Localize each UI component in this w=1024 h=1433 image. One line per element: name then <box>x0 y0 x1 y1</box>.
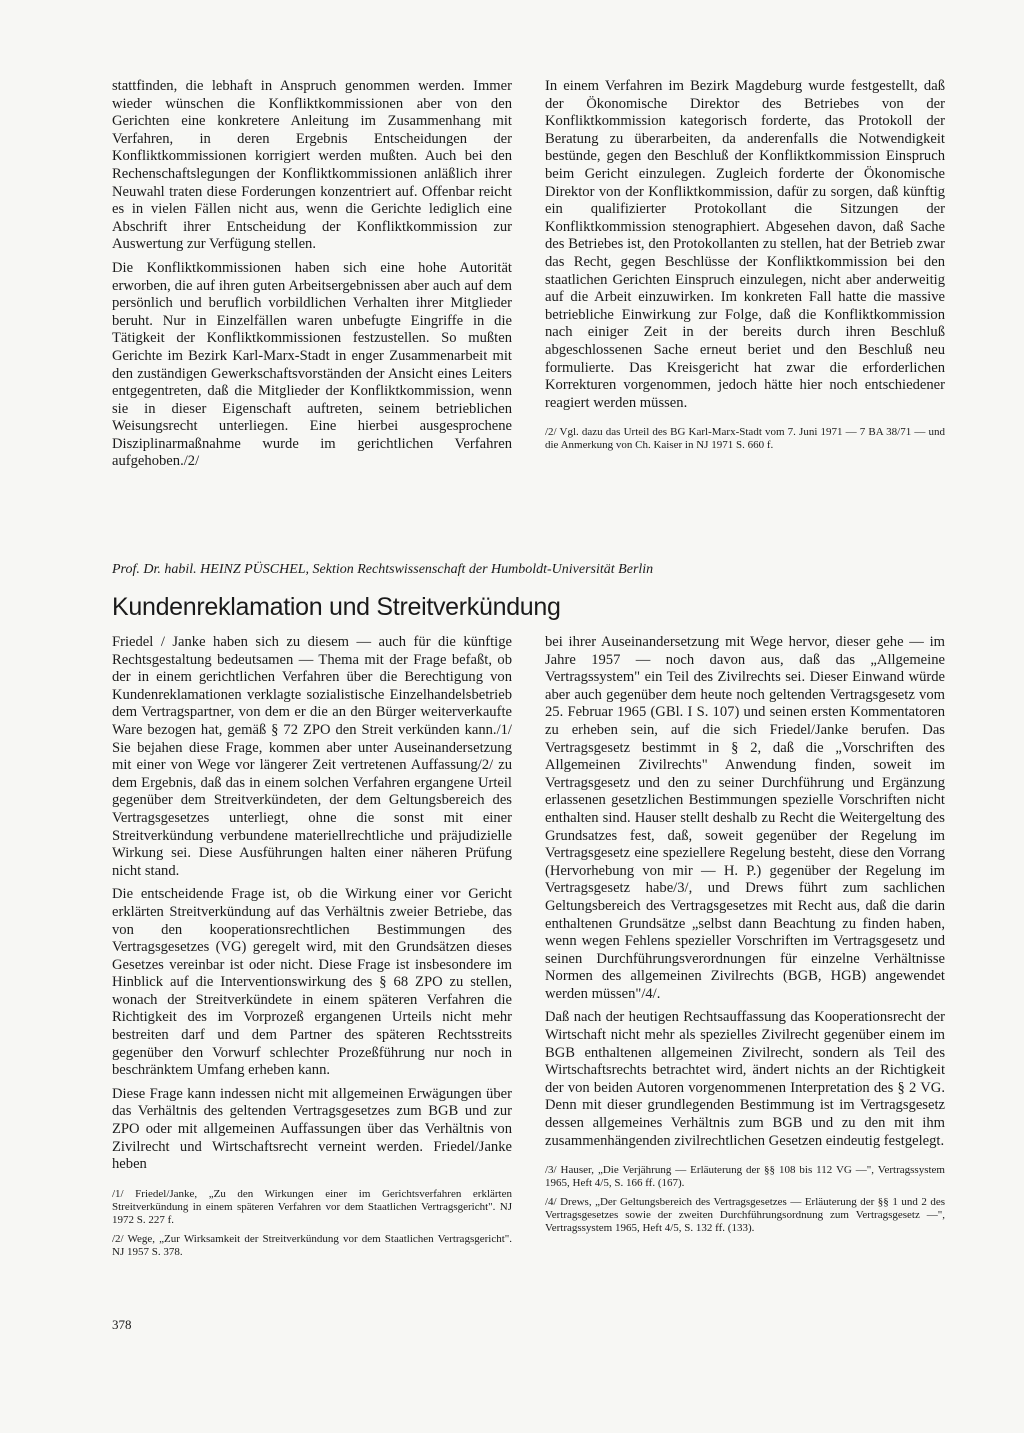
paragraph: Die entscheidende Frage ist, ob die Wirkung einer vor Gericht erklärten Streitverkündung auf das Verhältnis zweier Betriebe, das von den kooperationsrechtlichen Bestimmungen des Vertragsgesetzes (VG) geregelt wird, mit den Grundsätzen dieses Gesetzes vereinbar ist oder nicht. Diese Frage ist insbesondere im Hinblick auf die Interventionswirkung des § 68 ZPO zu stellen, wonach der Streitverkündete in einem späteren Verfahren die Richtigkeit des im Vorprozeß ergangenen Urteils nicht mehr bestreiten darf und dem Partner des späteren Rechtsstreits gegenüber den Vorwurf schlechter Prozeßführung nur noch in beschränktem Umfang erheben kann. <box>112 886 512 1079</box>
bottom-right-column <box>545 634 945 1241</box>
footnote: /2/ Wege, „Zur Wirksamkeit der Streitverkündung vor dem Staatlichen Vertragsgericht". NJ 1957 S. 378. <box>112 1232 512 1258</box>
author-line: Prof. Dr. habil. HEINZ PÜSCHEL, Sektion Rechtswissenschaft der Humboldt-Universität Berlin <box>112 562 654 577</box>
footnotes <box>545 1164 945 1235</box>
footnote: /1/ Friedel/Janke, „Zu den Wirkungen einer im Gerichtsverfahren erklärten Streitverkündung in einem späteren Verfahren vor dem Staatlichen Vertragsgericht". NJ 1972 S. 227 f. <box>112 1187 512 1226</box>
footnote: /3/ Hauser, „Die Verjährung — Erläuterung der §§ 108 bis 112 VG —", Vertragssystem 1965, Heft 4/5, S. 166 ff. (167). <box>545 1164 945 1190</box>
footnote: /4/ Drews, „Der Geltungsbereich des Vertragsgesetzes — Erläuterung der §§ 1 und 2 des Vertragsgesetzes sowie der zweiten Durchführungsordnung zum Vertragsgesetz —", Vertragssystem 1965, Heft 4/5, S. 132 ff. (133). <box>545 1196 945 1235</box>
article-title: Kundenreklamation und Streitverkündung <box>112 593 561 621</box>
page-number: 378 <box>112 1317 132 1332</box>
footnotes <box>112 1188 512 1259</box>
paragraph: Diese Frage kann indessen nicht mit allgemeinen Erwägungen über das Verhältnis des geltenden Vertragsgesetzes zum BGB und zur ZPO oder mit allgemeinen Auffassungen über das Verhältnis von Zivilrecht und Wirtschaftsrecht verneint werden. Friedel/Janke heben <box>112 1085 512 1173</box>
bottom-left-column <box>112 634 512 1265</box>
paragraph: Daß nach der heutigen Rechtsauffassung das Kooperationsrecht der Wirtschaft nicht mehr als spezielles Zivilrecht gegenüber einem im BGB enthaltenen allgemeinen Zivilrecht, sondern als Teil des Wirtschaftsrechts betrachtet wird, ändert nichts an der Richtigkeit der von beiden Autoren vorgenommenen Interpretation des § 2 VG. Denn mit dieser grundlegenden Bestimmung ist im Vertragsgesetz dessen allgemeines Verhältnis zum BGB und zu den mit ihm zusammenhängenden zivilrechtlichen Gesetzen eindeutig festgelegt. <box>545 1009 945 1149</box>
paragraph: In einem Verfahren im Bezirk Magdeburg wurde festgestellt, daß der Ökonomische Direktor des Betriebes von der Konfliktkommission kategorisch forderte, das Protokoll der Beratung zu überarbeiten, da anderenfalls die Notwendigkeit bestünde, gegen den Beschluß der Konfliktkommission Einspruch beim Gericht einzulegen. Zugleich forderte der Ökonomische Direktor von der Konfliktkommission, dafür zu sorgen, daß künftig ein qualifizierter Protokollant die Sitzungen der Konfliktkommission stenographiert. Abgesehen davon, daß Sache des Betriebes ist, den Protokollanten zu stellen, hat der Betrieb zwar das Recht, gegen Beschlüsse der Konfliktkommission bei den staatlichen Gerichten Einspruch einzulegen, nicht aber anderweitig auf die Arbeit einzuwirken. Im konkreten Fall hatte die massive betriebliche Einwirkung zur Folge, daß die Konfliktkommission nach einiger Zeit in der bereits durch ihren Beschluß abgeschlossenen Sache erneut beriet und den Beschluß neu formulierte. Das Kreisgericht hat zwar die erforderlichen Korrekturen vorgenommen, jedoch hätte hier noch entschiedener reagiert werden müssen. <box>545 78 945 411</box>
paragraph: stattfinden, die lebhaft in Anspruch genommen werden. Immer wieder wünschen die Konfliktkommissionen aber von den Gerichten eine konkretere Anleitung im Zusammenhang mit Verfahren, in deren Ergebnis Entscheidungen der Konfliktkommissionen korrigiert werden mußten. Auch bei den Rechenschaftslegungen der Konfliktkommissionen anläßlich ihrer Neuwahl traten diese Forderungen konzentriert auf. Offenbar reicht es in vielen Fällen nicht aus, wenn die Gerichte lediglich eine Abschrift ihrer Entscheidung der Konfliktkommission zur Auswertung zur Verfügung stellen. <box>112 78 512 253</box>
paragraph: Friedel / Janke haben sich zu diesem — auch für die künftige Rechtsgestaltung bedeutsamen — Thema mit der Frage befaßt, ob der in einem gerichtlichen Verfahren über die Berechtigung von Kundenreklamationen verklagte sozialistische Einzelhandelsbetrieb dem Vertragspartner, von dem er die an den Bürger weiterverkaufte Ware bezogen hat, gemäß § 72 ZPO den Streit verkünden kann./1/ Sie bejahen diese Frage, kommen aber unter Auseinandersetzung mit einer von Wege vor längerer Zeit vertretenen Auffassung/2/ zu dem Ergebnis, daß das in einem solchen Verfahren ergangene Urteil gegenüber dem Streitverkündeten, der dem Geltungsbereich des Vertragsgesetzes unterliegt, ohne die sonst mit einer Streitverkündung verbundene materiellrechtliche und präjudizielle Wirkung sei. Diese Ausführungen halten einer näheren Prüfung nicht stand. <box>112 634 512 879</box>
top-left-column <box>112 78 512 477</box>
footnote: /2/ Vgl. dazu das Urteil des BG Karl-Marx-Stadt vom 7. Juni 1971 — 7 BA 38/71 — und die Anmerkung von Ch. Kaiser in NJ 1971 S. 660 f. <box>545 426 945 452</box>
paragraph: bei ihrer Auseinandersetzung mit Wege hervor, dieser gehe — im Jahre 1957 — noch davon aus, daß das „Allgemeine Vertragssystem" ein Teil des Zivilrechts sei. Dieser Einwand würde aber auch gegenüber dem heute noch geltenden Vertragsgesetz vom 25. Februar 1965 (GBl. I S. 107) und seinen ersten Kommentatoren zu erheben sein, auf die sich Friedel/Janke berufen. Das Vertragsgesetz bestimmt in § 2, daß die „Vorschriften des Allgemeinen Zivilrechts" Anwendung finden, soweit im Vertragsgesetz und den zu seiner Durchführung und Ergänzung erlassenen gesetzlichen Bestimmungen spezielle Vorschriften nicht enthalten sind. Hauser stellt deshalb zu Recht die Weitergeltung des Grundsatzes fest, daß, soweit gegenüber der Regelung im Vertragsgesetz eine speziellere Regelung besteht, diese den Vorrang (Hervorhebung von mir — H. P.) gegenüber der Regelung im Vertragsgesetz habe/3/, und Drews führt zum sachlichen Geltungsbereich des Vertragsgesetzes mit Recht aus, daß die darin enthaltenen Grundsätze „selbst dann Beachtung zu finden haben, wenn wegen Fehlens spezieller Vorschriften im Vertragsgesetz und seinen Durchführungsverordnungen für einzelne Verhältnisse Normen des allgemeinen Zivilrechts (BGB, HGB) angewendet werden müssen"/4/. <box>545 634 945 1002</box>
footnotes <box>545 426 945 452</box>
top-right-column <box>545 78 945 458</box>
paragraph: Die Konfliktkommissionen haben sich eine hohe Autorität erworben, die auf ihren guten Arbeitsergebnissen aber auch auf dem persönlich und beruflich vorbildlichen Verhalten ihrer Mitglieder beruht. Nur in Einzelfällen waren unbefugte Eingriffe in die Tätigkeit der Konfliktkommissionen festzustellen. So mußten Gerichte im Bezirk Karl-Marx-Stadt in enger Zusammenarbeit mit den zuständigen Gewerkschaftsvorständen der Ansicht eines Leiters entgegentreten, daß die Mitglieder der Konfliktkommission, wenn sie in dieser Eigenschaft auftreten, seinem betrieblichen Weisungsrecht unterliegen. Eine hierbei ausgesprochene Disziplinarmaßnahme wurde im gerichtlichen Verfahren aufgehoben./2/ <box>112 259 512 470</box>
